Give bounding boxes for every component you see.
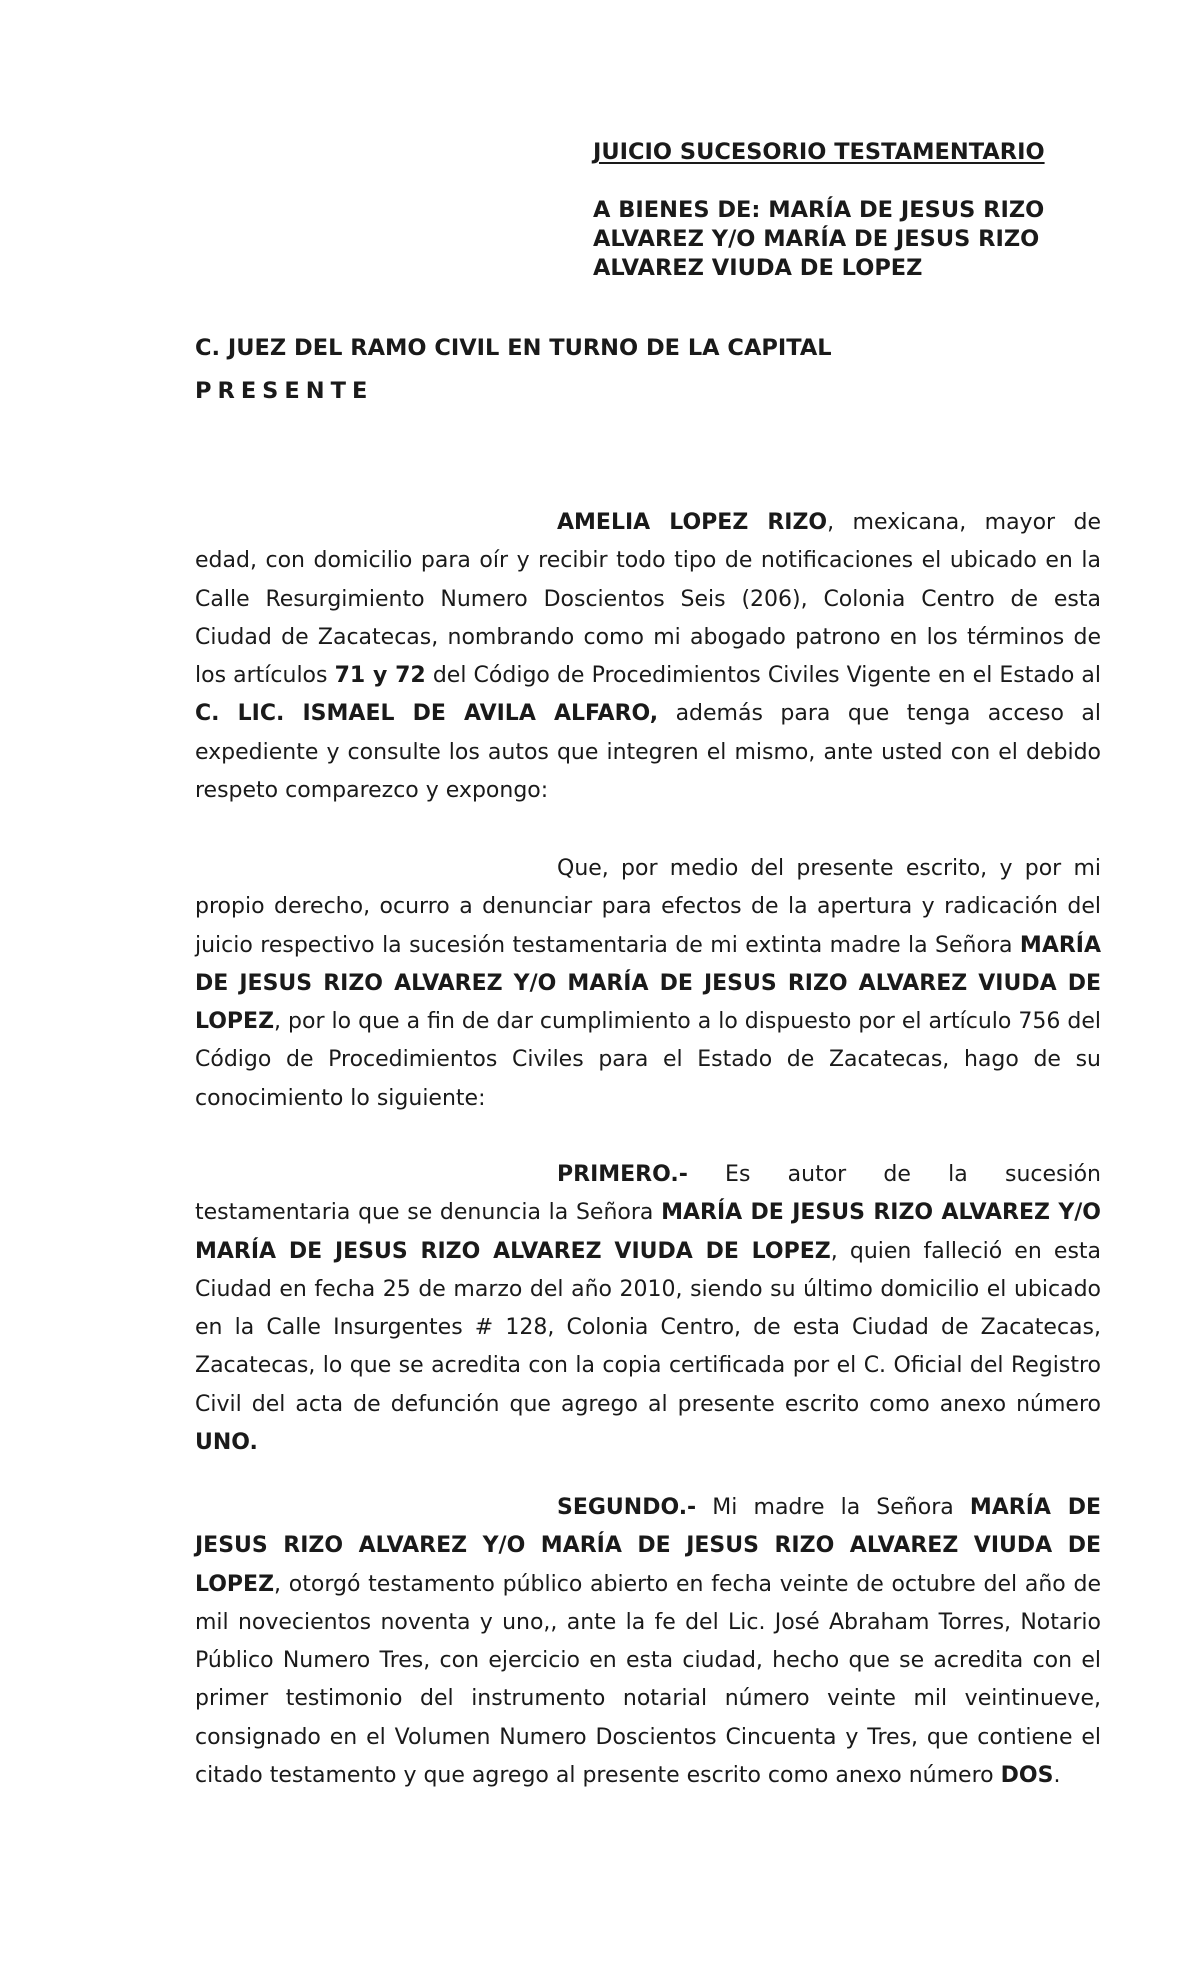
para4-text-3: . [1053,1763,1061,1789]
para3-text-2: , quien falleció en esta Ciudad en fecha 25 de marzo del año 2010, siendo su último domicilio el ubicado en la Calle Insurgentes # 128, Colonia Centro, de esta Ciudad de Zacatecas, Zacatecas, lo que se acredita con la copia certificada por el C. Oficial del Registro Civil del acta de defunción que agrego al presente escrito como anexo número [195,1238,1102,1417]
addressee: C. JUEZ DEL RAMO CIVIL EN TURNO DE LA CAPITAL [195,335,832,361]
lawyer-name: C. LIC. ISMAEL DE AVILA ALFARO, [195,701,659,727]
estate-line-1: A BIENES DE: MARÍA DE JESUS RIZO [593,197,1045,223]
para4-text-2: , otorgó testamento público abierto en fecha veinte de octubre del año de mil novecientos noventa y uno,, ante la fe del Lic. José Abraham Torres, Notario Público Numero Tres, con ejercicio en esta ciudad, hecho que se acredita con el primer testimonio del instrumento notarial número veinte mil veintinueve, consignado en el Volumen Numero Doscientos Cincuenta y Tres, que contiene el citado testamento y que agrego al presente escrito como anexo número [195,1571,1101,1789]
presente-heading: PRESENTE [195,378,374,404]
paragraph-primero [195,1156,1101,1462]
estate-line-2: ALVAREZ Y/O MARÍA DE JESUS RIZO [593,226,1040,252]
heading-block [593,138,1113,283]
para1-text-1: , mexicana, mayor de edad, con domicilio para oír y recibir todo tipo de notificaciones el ubicado en la Calle Resurgimiento Numero Doscientos Seis (206), Colonia Centro de esta Ciudad de Zacatecas, nombrando como mi abogado patrono en los términos de los artículos [195,510,1101,689]
para3-text-1: Es autor de la sucesión testamentaria que se denuncia la Señora [195,1162,1101,1226]
estate-line-3: ALVAREZ VIUDA DE LOPEZ [593,255,923,281]
paragraph-petition [195,850,1101,1118]
decedent-name: MARÍA DE JESUS RIZO ALVAREZ Y/O MARÍA DE JESUS RIZO ALVAREZ VIUDA DE LOPEZ [195,1200,1102,1264]
segundo-label: SEGUNDO.- [557,1495,697,1520]
paragraph-introduction [195,504,1101,810]
decedent-name: MARÍA DE JESUS RIZO ALVAREZ Y/O MARÍA DE JESUS RIZO ALVAREZ VIUDA DE LOPEZ [195,932,1101,1035]
plaintiff-name: AMELIA LOPEZ RIZO [557,510,828,535]
articles-ref: 71 y 72 [334,663,426,689]
annex-uno: UNO. [195,1430,258,1456]
primero-label: PRIMERO.- [557,1162,688,1187]
para1-text-2: del Código de Procedimientos Civiles Vigente en el Estado al [425,663,1102,689]
decedent-name: MARÍA DE JESUS RIZO ALVAREZ Y/O MARÍA DE JESUS RIZO ALVAREZ VIUDA DE LOPEZ [195,1495,1101,1597]
para2-text-2: , por lo que a fin de dar cumplimiento a lo dispuesto por el artículo 756 del Código de Procedimientos Civiles para el Estado de Zacatecas, hago de su conocimiento lo siguiente: [195,1009,1101,1111]
para2-text-1: Que, por medio del presente escrito, y por mi propio derecho, ocurro a denunciar para efectos de la apertura y radicación del juicio respectivo la sucesión testamentaria de mi extinta madre la Señora [195,856,1101,958]
document-title: JUICIO SUCESORIO TESTAMENTARIO [593,139,1045,165]
annex-dos: DOS [1000,1763,1054,1789]
paragraph-segundo [195,1489,1101,1795]
para1-text-3: además para que tenga acceso al expediente y consulte los autos que integren el mismo, ante usted con el debido respeto comparezco y expongo: [195,701,1101,804]
para4-text-1: Mi madre la Señora [696,1495,970,1520]
